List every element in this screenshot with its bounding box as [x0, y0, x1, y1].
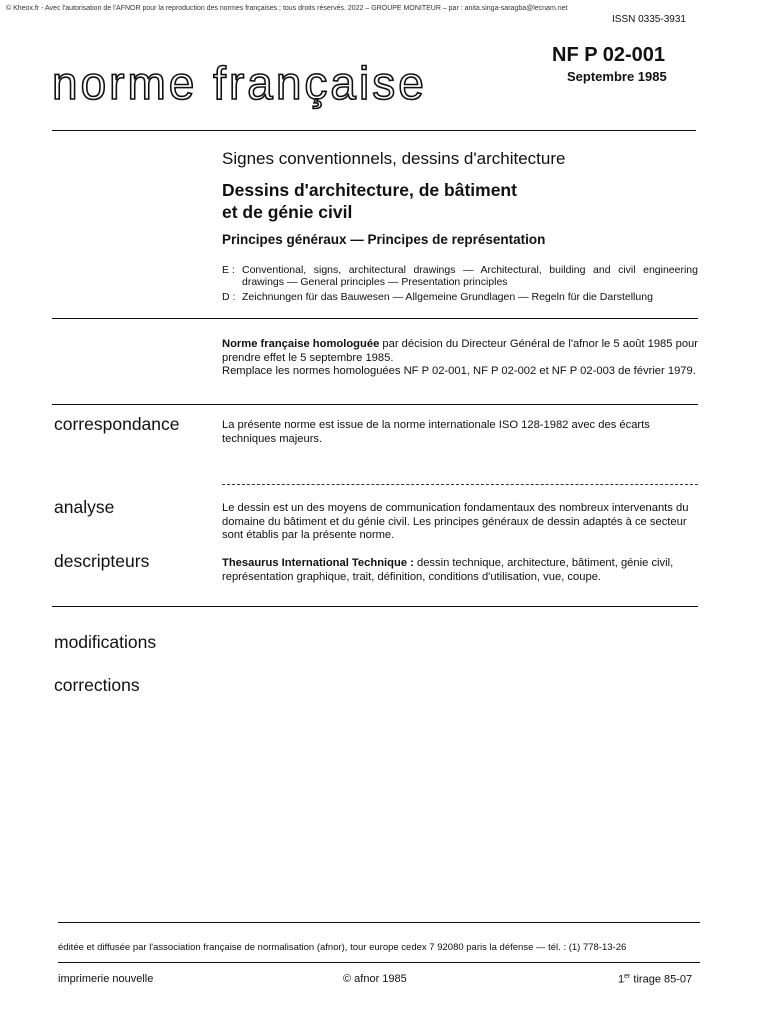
printer-name: imprimerie nouvelle	[58, 973, 154, 985]
descripteurs-rule	[52, 606, 698, 607]
descripteurs-lead: Thesaurus International Technique :	[222, 557, 414, 569]
homologation-rule	[52, 404, 698, 405]
section-label-descripteurs: descripteurs	[54, 551, 150, 571]
translation-code: D :	[222, 291, 236, 303]
section-label-corrections: corrections	[54, 675, 140, 695]
copyright-notice: © afnor 1985	[343, 973, 407, 985]
dashed-separator	[222, 484, 698, 485]
homologation-body: par décision du Directeur Général de l'afnor le 5 août 1985 pour prendre effet le 5 septembre 1985.	[222, 338, 698, 364]
translation-code: E :	[222, 264, 235, 276]
standard-reference: NF P 02-001	[552, 44, 666, 66]
correspondance-text: La présente norme est issue de la norme internationale ISO 128-1982 avec des écarts techniques majeurs.	[222, 419, 650, 445]
homologation-notice	[222, 338, 698, 379]
issn-number: ISSN 0335-3931	[612, 14, 686, 25]
printing-number	[618, 973, 692, 986]
document-subtitle	[222, 179, 642, 223]
publication-date: Septembre 1985	[567, 69, 667, 84]
section-label-correspondance: correspondance	[54, 414, 180, 434]
descripteurs-text	[222, 557, 698, 584]
title-block-rule	[52, 318, 698, 319]
printing-number-rest: tirage 85-07	[630, 973, 693, 986]
series-title: norme française	[52, 57, 427, 109]
publisher-info: éditée et diffusée par l'association française de normalisation (afnor), tour europe cedex 7 92080 paris la défense — tél. : (1) 778-13-26	[58, 942, 627, 953]
printing-number-suffix: er	[624, 973, 631, 980]
homologation-lead: Norme française homologuée	[222, 338, 380, 350]
footer-rule-bottom	[58, 962, 700, 963]
footer-rule-top	[58, 922, 700, 923]
translation-english	[222, 264, 698, 288]
section-label-modifications: modifications	[54, 632, 157, 652]
subtitle-line-1: Dessins d'architecture, de bâtiment	[222, 180, 517, 200]
homologation-text	[222, 338, 698, 365]
descripteurs-body: dessin technique, architecture, bâtiment, génie civil, représentation graphique, trait, définition, conditions d'utilisation, vue, coupe.	[222, 557, 674, 583]
section-label-analyse: analyse	[54, 497, 115, 517]
translation-german	[222, 291, 698, 303]
watermark-notice: © Kheox.fr - Avec l'autorisation de l'AFNOR pour la reproduction des normes françaises ; tous droits réservés. 2022 – GROUPE MONITEUR – par : anita.singa-saragba@lecnam.net	[6, 5, 568, 12]
translation-text: Conventional, signs, architectural drawings — Architectural, building and civil engineering drawings — General principles — Presentation principles	[242, 264, 698, 288]
analyse-text: Le dessin est un des moyens de communication fondamentaux des nombreux intervenants du domaine du bâtiment et du génie civil. Les principes généraux de dessin adaptés à ce secteur sont établis par la présente norme.	[222, 502, 689, 541]
printing-number-digit: 1	[618, 973, 625, 986]
subtitle-line-2: et de génie civil	[222, 202, 353, 222]
replaces-notice: Remplace les normes homologuées NF P 02-001, NF P 02-002 et NF P 02-003 de février 1979.	[222, 365, 696, 377]
translation-text: Zeichnungen für das Bauwesen — Allgemeine Grundlagen — Regeln für die Darstellung	[242, 291, 653, 303]
document-subtitle-principles: Principes généraux — Principes de représentation	[222, 232, 546, 247]
top-rule	[52, 130, 696, 131]
document-main-title: Signes conventionnels, dessins d'architecture	[222, 149, 566, 168]
